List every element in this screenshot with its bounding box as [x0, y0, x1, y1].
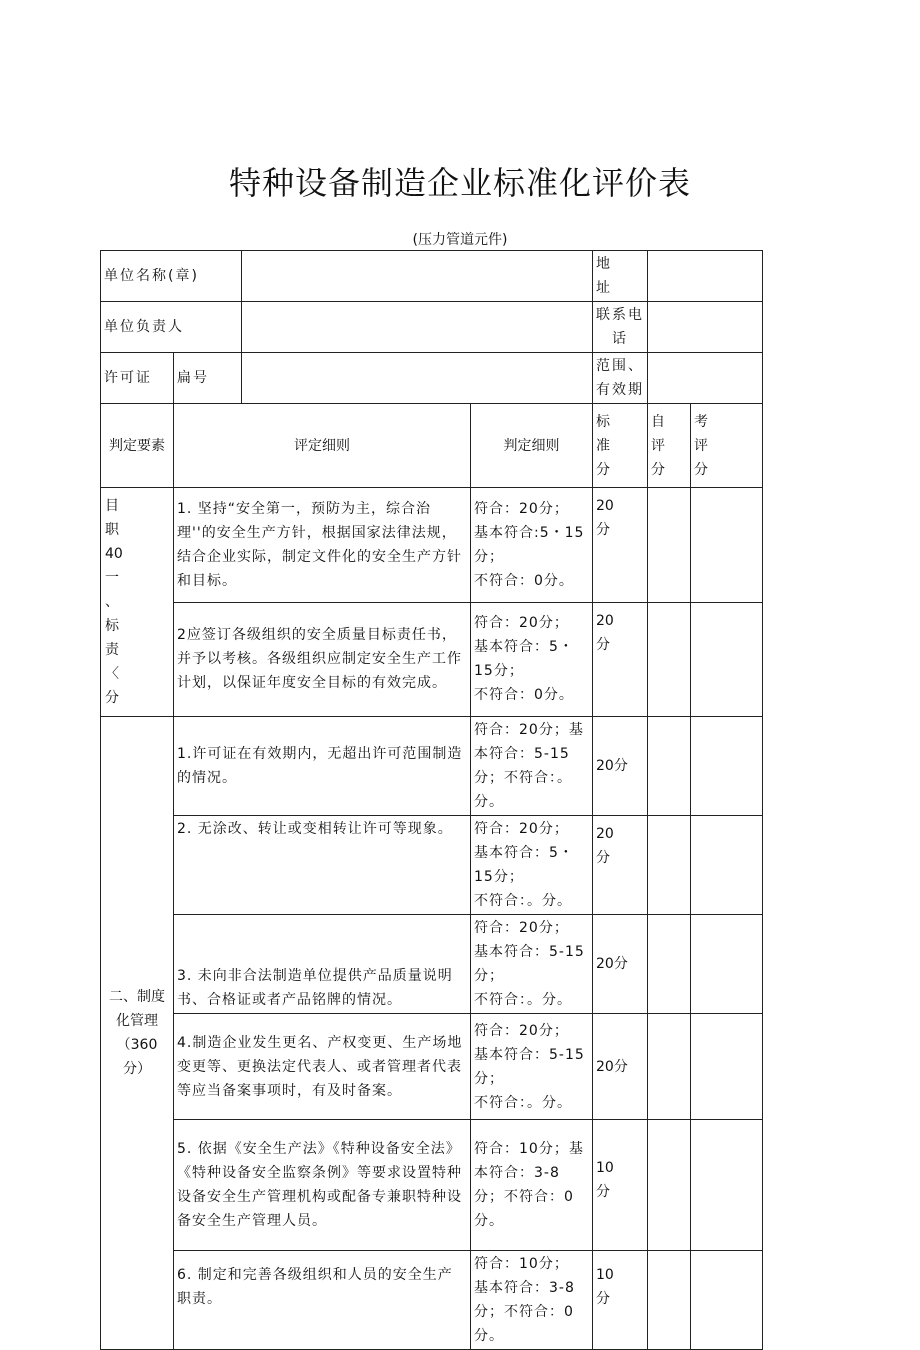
- evaluation-table: [100, 250, 763, 1350]
- standard-score-cell: 20分: [593, 915, 648, 1014]
- judgment-cell: 符合：20分； 基本符合：5・15分； 不符合：。分。: [471, 816, 593, 915]
- criteria-cell: 1. 坚持“安全第一，预防为主，综合治理''的安全生产方针，根据国家法律法规，结合企业实际，制定文件化的安全生产方针和目标。: [174, 488, 471, 603]
- header-criteria: 评定细则: [174, 404, 471, 488]
- header-standard-score: 标 准 分: [593, 404, 648, 488]
- judgment-cell: 符合：20分； 基本符合：5-15分； 不符合：。分。: [471, 1014, 593, 1120]
- address-label: 地址: [593, 251, 648, 302]
- judgment-cell: 符合：20分； 基本符合：5-15分； 不符合：。分。: [471, 915, 593, 1014]
- standard-score-cell: 20分: [593, 1014, 648, 1120]
- table-row: [101, 717, 763, 816]
- table-row: [101, 915, 763, 1014]
- info-row-license: [101, 353, 763, 404]
- header-row: [101, 404, 763, 488]
- criteria-cell: 1.许可证在有效期内，无超出许可范围制造的情况。: [174, 717, 471, 816]
- self-score-cell[interactable]: [648, 717, 691, 816]
- assess-score-cell[interactable]: [691, 602, 763, 717]
- assess-score-cell[interactable]: [691, 816, 763, 915]
- standard-score-cell: 20 分: [593, 816, 648, 915]
- self-score-cell[interactable]: [648, 1251, 691, 1350]
- assess-score-cell[interactable]: [691, 1014, 763, 1120]
- table-row: [101, 1120, 763, 1251]
- unit-name-value[interactable]: [242, 251, 593, 302]
- license-label: 许可证: [101, 353, 174, 404]
- self-score-cell[interactable]: [648, 488, 691, 603]
- judgment-cell: 符合：10分； 基本符合：3-8分；不符合：0分。: [471, 1251, 593, 1350]
- assess-score-cell[interactable]: [691, 915, 763, 1014]
- self-score-cell[interactable]: [648, 816, 691, 915]
- table-row: [101, 602, 763, 717]
- self-score-cell[interactable]: [648, 602, 691, 717]
- assess-score-cell[interactable]: [691, 488, 763, 603]
- header-self-score: 自 评 分: [648, 404, 691, 488]
- unit-leader-value[interactable]: [242, 302, 593, 353]
- license-number-label: 扁号: [174, 353, 242, 404]
- unit-leader-label: 单位负责人: [101, 302, 242, 353]
- assess-score-cell[interactable]: [691, 717, 763, 816]
- standard-score-cell: 20分: [593, 717, 648, 816]
- category-cell: 目 职 40 一 、 标 责 〈 分: [101, 488, 174, 717]
- standard-score-cell: 20 分: [593, 602, 648, 717]
- table-row: [101, 1251, 763, 1350]
- judgment-cell: 符合：20分； 基本符合:5・15分； 不符合：0分。: [471, 488, 593, 603]
- page-subtitle: (压力管道元件): [412, 232, 508, 248]
- criteria-cell: 3. 未向非合法制造单位提供产品质量说明书、合格证或者产品铭牌的情况。: [174, 915, 471, 1014]
- header-judgment: 判定细则: [471, 404, 593, 488]
- scope-validity-label: 范围、有效期: [593, 353, 648, 404]
- category-cell: 二、制度化管理 （360 分）: [101, 717, 174, 1350]
- standard-score-cell: 10 分: [593, 1251, 648, 1350]
- standard-score-cell: 20 分: [593, 488, 648, 603]
- criteria-cell: 2应签订各级组织的安全质量目标责任书，并予以考核。各级组织应制定安全生产工作计划，以保证年度安全目标的有效完成。: [174, 602, 471, 717]
- header-element: 判定要素: [101, 404, 174, 488]
- license-number-value[interactable]: [242, 353, 593, 404]
- criteria-cell: 2. 无涂改、转让或变相转让许可等现象。: [174, 816, 471, 915]
- table-row: [101, 816, 763, 915]
- info-row-unit: [101, 251, 763, 302]
- address-value[interactable]: [648, 251, 763, 302]
- judgment-cell: 符合：20分；基本符合：5-15分；不符合：。分。: [471, 717, 593, 816]
- criteria-cell: 6. 制定和完善各级组织和人员的安全生产职责。: [174, 1251, 471, 1350]
- self-score-cell[interactable]: [648, 915, 691, 1014]
- scope-validity-value[interactable]: [648, 353, 763, 404]
- table-row: [101, 1014, 763, 1120]
- criteria-cell: 4.制造企业发生更名、产权变更、生产场地变更等、更换法定代表人、或者管理者代表等应当备案事项时，有及时备案。: [174, 1014, 471, 1120]
- unit-name-label: 单位名称(章): [101, 251, 242, 302]
- header-assess-score: 考 评 分: [691, 404, 763, 488]
- phone-value[interactable]: [648, 302, 763, 353]
- self-score-cell[interactable]: [648, 1120, 691, 1251]
- info-row-leader: [101, 302, 763, 353]
- judgment-cell: 符合：10分；基本符合：3-8分；不符合：0分。: [471, 1120, 593, 1251]
- assess-score-cell[interactable]: [691, 1251, 763, 1350]
- judgment-cell: 符合：20分； 基本符合：5・15分； 不符合：0分。: [471, 602, 593, 717]
- self-score-cell[interactable]: [648, 1014, 691, 1120]
- page-title: 特种设备制造企业标准化评价表: [228, 164, 691, 202]
- criteria-cell: 5. 依据《安全生产法》《特种设备安全法》《特种设备安全监察条例》等要求设置特种设备安全生产管理机构或配备专兼职特种设备安全生产管理人员。: [174, 1120, 471, 1251]
- table-row: [101, 488, 763, 603]
- assess-score-cell[interactable]: [691, 1120, 763, 1251]
- phone-label: 联系电话: [593, 302, 648, 353]
- standard-score-cell: 10 分: [593, 1120, 648, 1251]
